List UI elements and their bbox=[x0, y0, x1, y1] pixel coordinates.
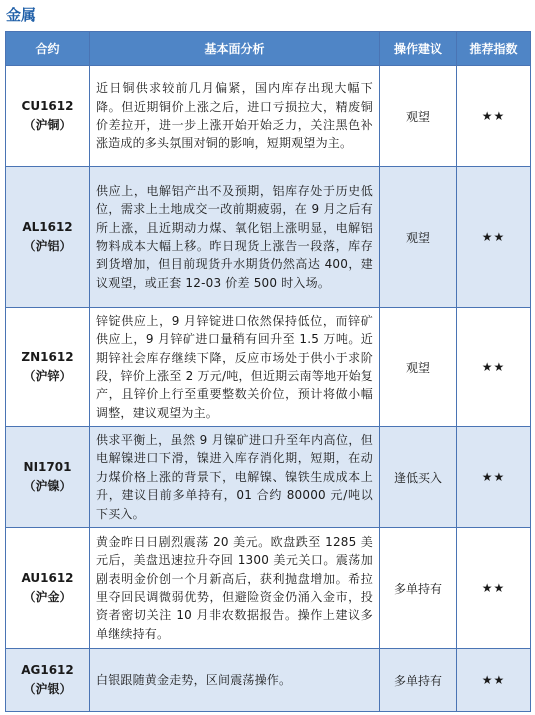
contract-code: AG1612 bbox=[21, 663, 74, 677]
contract-cell bbox=[6, 66, 90, 167]
table-row bbox=[6, 66, 531, 167]
contract-name: （沪铜） bbox=[23, 118, 72, 132]
contract-name: （沪金） bbox=[23, 590, 72, 604]
analysis-cell: 黄金昨日日剧烈震荡 20 美元。欧盘跌至 1285 美元后，美盘迅速拉升夺回 1300 美元关口。震荡加剧表明金价创一个月新高后，获利抛盘增加。希拉里夺回民调微弱优势，但避险资金仍涌入金市，投资者密切关注 10 月非农数据报告。操作上建议多单继续持有。 bbox=[90, 528, 380, 649]
table-row bbox=[6, 308, 531, 427]
contract-cell bbox=[6, 649, 90, 712]
col-header-analysis: 基本面分析 bbox=[90, 32, 380, 66]
col-header-rating: 推荐指数 bbox=[457, 32, 531, 66]
advice-cell: 多单持有 bbox=[380, 649, 457, 712]
rating-stars: ★★ bbox=[457, 427, 531, 528]
contract-cell bbox=[6, 308, 90, 427]
rating-stars: ★★ bbox=[457, 649, 531, 712]
table-row bbox=[6, 649, 531, 712]
contract-cell bbox=[6, 167, 90, 308]
contract-code: AL1612 bbox=[22, 220, 73, 234]
contract-name: （沪银） bbox=[23, 682, 72, 696]
analysis-cell: 供求平衡上，虽然 9 月镍矿进口升至年内高位，但电解镍进口下滑，镍进入库存消化期，短期，在动力煤价格上涨的背景下，电解镍、镍铁生成成本上升，建议目前多单持有，01 合约 80000 元/吨以下买入。 bbox=[90, 427, 380, 528]
contract-cell bbox=[6, 427, 90, 528]
analysis-cell: 供应上，电解铝产出不及预期，铝库存处于历史低位，需求上土地成交一改前期疲弱，在 9 月之后有所上涨，且近期动力煤、氧化铝上涨明显，电解铝物料成本大幅上移。昨日现货上涨告一段落，库存到货增加，但目前现货升水期货仍然高达 400，建议观望，或正套 12-03 价差 500 时入场。 bbox=[90, 167, 380, 308]
analysis-cell: 锌锭供应上，9 月锌锭进口依然保持低位，而锌矿供应上，9 月锌矿进口量稍有回升至 1.5 万吨。近期锌社会库存继续下降，反应市场处于供小于求阶段，锌价上涨至 2 万元/吨，但近期云南等地开始复产，且锌价上行至重要整数关价位，预计将做小幅调整，建议观望为主。 bbox=[90, 308, 380, 427]
advice-cell: 多单持有 bbox=[380, 528, 457, 649]
advice-cell: 观望 bbox=[380, 167, 457, 308]
contract-code: ZN1612 bbox=[21, 350, 74, 364]
col-header-advice: 操作建议 bbox=[380, 32, 457, 66]
advice-cell: 观望 bbox=[380, 308, 457, 427]
contract-cell bbox=[6, 528, 90, 649]
header-row bbox=[6, 32, 531, 66]
metals-table bbox=[5, 31, 531, 712]
table-row bbox=[6, 528, 531, 649]
table-row bbox=[6, 427, 531, 528]
col-header-contract: 合约 bbox=[6, 32, 90, 66]
analysis-cell: 近日铜供求较前几月偏紧，国内库存出现大幅下降。但近期铜价上涨之后，进口亏损拉大，精废铜价差拉开，进一步上涨开始开始乏力，关注黑色补涨造成的多头氛围对铜的影响，短期观望为主。 bbox=[90, 66, 380, 167]
rating-stars: ★★ bbox=[457, 528, 531, 649]
rating-stars: ★★ bbox=[457, 308, 531, 427]
contract-name: （沪锌） bbox=[23, 369, 72, 383]
rating-stars: ★★ bbox=[457, 66, 531, 167]
rating-stars: ★★ bbox=[457, 167, 531, 308]
contract-code: CU1612 bbox=[21, 99, 74, 113]
contract-name: （沪铝） bbox=[23, 239, 72, 253]
advice-cell: 逢低买入 bbox=[380, 427, 457, 528]
advice-cell: 观望 bbox=[380, 66, 457, 167]
contract-code: NI1701 bbox=[23, 460, 72, 474]
contract-name: （沪镍） bbox=[23, 479, 72, 493]
contract-code: AU1612 bbox=[21, 571, 74, 585]
table-row bbox=[6, 167, 531, 308]
analysis-cell: 白银跟随黄金走势，区间震荡操作。 bbox=[90, 649, 380, 712]
section-title: 金属 bbox=[6, 6, 37, 24]
